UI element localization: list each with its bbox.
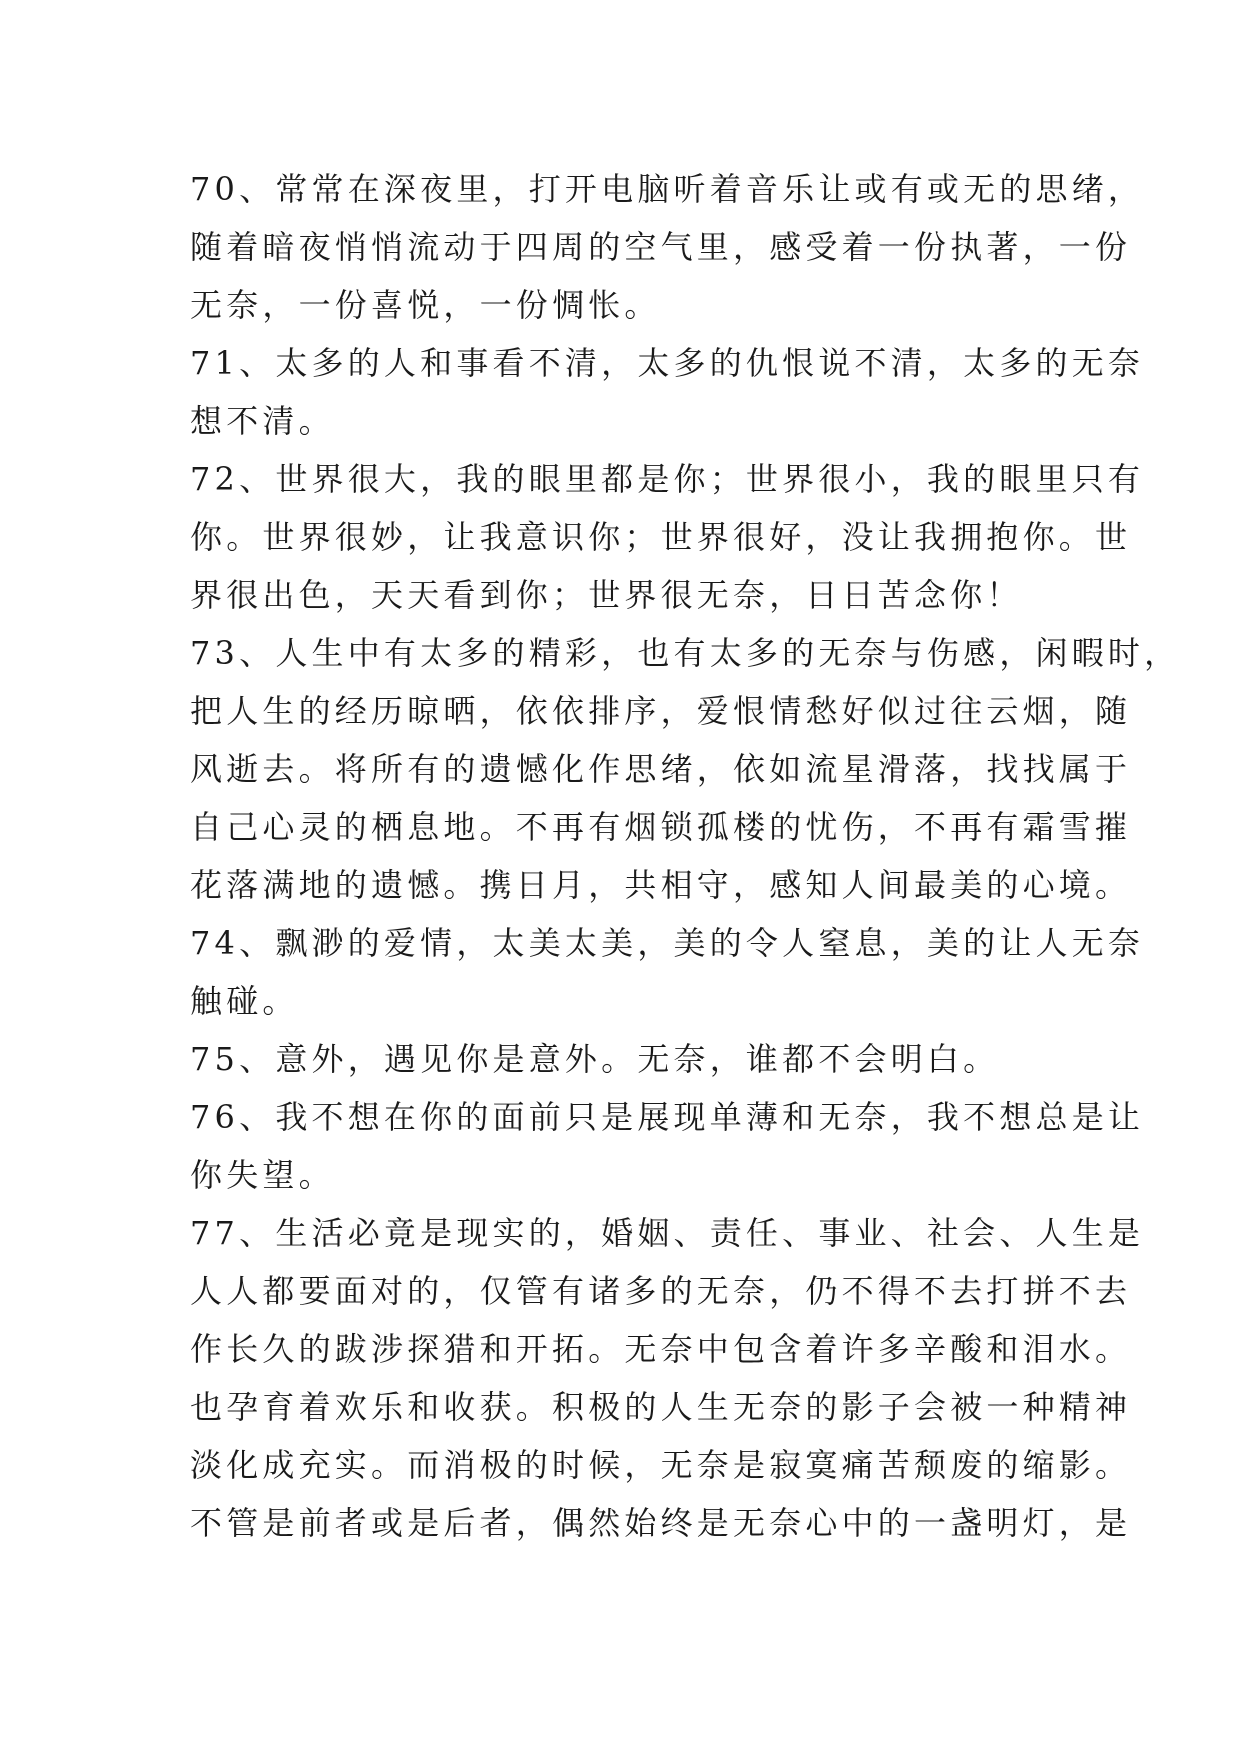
text-line: 把人生的经历晾晒，依依排序，爱恨情愁好似过往云烟，随 (190, 692, 1132, 730)
text-line: 触碰。 (190, 982, 299, 1020)
text-line: 71、太多的人和事看不清，太多的仇恨说不清，太多的无奈 (190, 344, 1145, 382)
text-line: 74、飘渺的爱情，太美太美，美的令人窒息，美的让人无奈 (190, 924, 1145, 962)
text-line: 风逝去。将所有的遗憾化作思绪，依如流星滑落，找找属于 (190, 750, 1132, 788)
text-line: 随着暗夜悄悄流动于四周的空气里，感受着一份执著，一份 (190, 228, 1132, 266)
text-line: 作长久的跋涉探猎和开拓。无奈中包含着许多辛酸和泪水。 (190, 1330, 1132, 1368)
text-line: 你失望。 (190, 1156, 335, 1194)
text-line: 75、意外，遇见你是意外。无奈，谁都不会明白。 (190, 1040, 1000, 1078)
document-body (190, 160, 1181, 1552)
text-line: 自己心灵的栖息地。不再有烟锁孤楼的忧伤，不再有霜雪摧 (190, 808, 1132, 846)
text-line: 72、世界很大，我的眼里都是你；世界很小，我的眼里只有 (190, 460, 1145, 498)
text-line: 也孕育着欢乐和收获。积极的人生无奈的影子会被一种精神 (190, 1388, 1132, 1426)
text-line: 淡化成充实。而消极的时候，无奈是寂寞痛苦颓废的缩影。 (190, 1446, 1132, 1484)
text-line: 你。世界很妙，让我意识你；世界很好，没让我拥抱你。世 (190, 518, 1132, 556)
text-line: 想不清。 (190, 402, 335, 440)
text-line: 76、我不想在你的面前只是展现单薄和无奈，我不想总是让 (190, 1098, 1145, 1136)
text-line: 界很出色，天天看到你；世界很无奈，日日苦念你！ (190, 576, 1023, 614)
text-line: 不管是前者或是后者，偶然始终是无奈心中的一盏明灯，是 (190, 1504, 1132, 1542)
text-line: 77、生活必竟是现实的，婚姻、责任、事业、社会、人生是 (190, 1214, 1145, 1252)
text-line: 73、人生中有太多的精彩，也有太多的无奈与伤感，闲暇时， (190, 634, 1181, 672)
text-line: 70、常常在深夜里，打开电脑听着音乐让或有或无的思绪， (190, 170, 1145, 208)
text-line: 花落满地的遗憾。携日月，共相守，感知人间最美的心境。 (190, 866, 1132, 904)
text-line: 无奈，一份喜悦，一份惆怅。 (190, 286, 661, 324)
text-line: 人人都要面对的，仅管有诸多的无奈，仍不得不去打拼不去 (190, 1272, 1132, 1310)
